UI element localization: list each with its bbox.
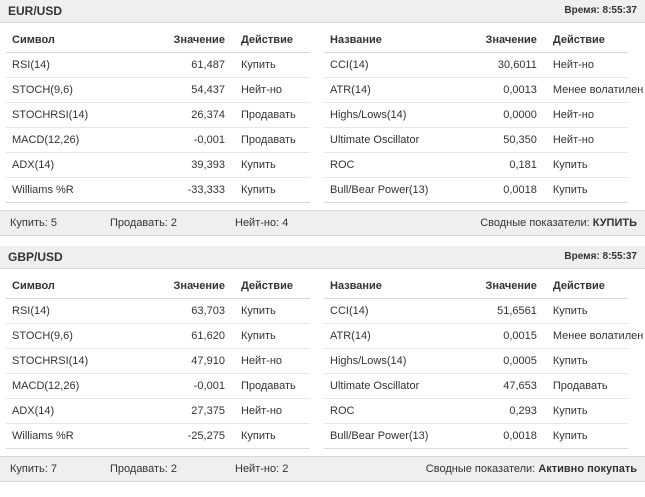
indicator-name: Williams %R (6, 178, 149, 203)
table-row (324, 153, 628, 178)
indicator-action: Продавать (231, 128, 310, 153)
table-row (324, 424, 628, 449)
table-header-row (324, 29, 628, 53)
summary-total-value: КУПИТЬ (592, 217, 637, 229)
indicator-name: Highs/Lows(14) (324, 349, 458, 374)
indicator-name: STOCH(9,6) (6, 324, 149, 349)
summary-total-label: Сводные показатели: (425, 463, 536, 475)
indicator-value: 0,293 (458, 399, 543, 424)
indicator-name: RSI(14) (6, 299, 149, 324)
indicator-value: 63,703 (149, 299, 231, 324)
right-table-wrap (324, 29, 644, 203)
indicator-value: 30,6011 (458, 53, 543, 78)
summary-buy-count: Купить: 5 (10, 217, 58, 229)
indicator-value: 47,653 (458, 374, 543, 399)
indicator-action: Купить (231, 424, 310, 449)
indicator-value: 50,350 (458, 128, 543, 153)
indicator-name: Bull/Bear Power(13) (324, 424, 458, 449)
table-row (6, 128, 310, 153)
col-header-value: Значение (458, 275, 543, 299)
indicator-name: ADX(14) (6, 399, 149, 424)
indicator-action: Купить (231, 178, 310, 203)
col-header-value: Значение (149, 275, 231, 299)
indicator-value: 26,374 (149, 103, 231, 128)
col-header-symbol: Символ (6, 29, 149, 53)
tables-container (0, 23, 645, 203)
indicator-action: Нейт-но (543, 128, 628, 153)
table-row (6, 349, 310, 374)
time-label: Время: 8:55:37 (564, 5, 637, 16)
summary-sell-count: Продавать: 2 (110, 463, 178, 475)
table-header-row (324, 275, 628, 299)
indicator-action: Купить (231, 53, 310, 78)
table-row (6, 53, 310, 78)
indicator-action: Нейт-но (231, 78, 310, 103)
indicator-name: Williams %R (6, 424, 149, 449)
table-row (6, 178, 310, 203)
summary-total (426, 463, 637, 475)
indicator-name: ATR(14) (324, 78, 458, 103)
indicator-value: 0,0013 (458, 78, 543, 103)
indicator-value: -33,333 (149, 178, 231, 203)
indicator-value: 51,6561 (458, 299, 543, 324)
indicator-name: MACD(12,26) (6, 128, 149, 153)
indicator-action: Нейт-но (543, 53, 628, 78)
table-row (6, 299, 310, 324)
table-row (6, 374, 310, 399)
col-header-action: Действие (231, 275, 310, 299)
table-row (324, 103, 628, 128)
indicator-action: Купить (543, 399, 628, 424)
summary-neutral-count: Нейт-но: 4 (235, 217, 289, 229)
indicator-action: Купить (543, 424, 628, 449)
indicator-value: 0,0018 (458, 178, 543, 203)
indicator-name: RSI(14) (6, 53, 149, 78)
tables-container (0, 269, 645, 449)
panel-eurusd (0, 0, 645, 236)
panel-divider (0, 236, 645, 246)
table-row (324, 374, 628, 399)
indicator-value: 0,181 (458, 153, 543, 178)
right-table-wrap (324, 275, 644, 449)
indicator-name: ROC (324, 153, 458, 178)
col-header-symbol: Символ (6, 275, 149, 299)
indicator-value: -0,001 (149, 128, 231, 153)
summary-total (480, 217, 637, 229)
table-row (324, 128, 628, 153)
time-label: Время: 8:55:37 (564, 251, 637, 262)
col-header-action: Действие (543, 275, 628, 299)
indicator-action: Продавать (231, 103, 310, 128)
indicator-action: Нейт-но (231, 349, 310, 374)
col-header-action: Действие (231, 29, 310, 53)
summary-sell-count: Продавать: 2 (110, 217, 178, 229)
summary-neutral-count: Нейт-но: 2 (235, 463, 289, 475)
summary-total-label: Сводные показатели: (480, 217, 590, 229)
table-row (324, 53, 628, 78)
oscillators-table (324, 275, 644, 449)
indicator-action: Купить (543, 153, 628, 178)
table-header-row (6, 275, 310, 299)
indicator-name: ADX(14) (6, 153, 149, 178)
indicator-value: 27,375 (149, 399, 231, 424)
indicator-action: Менее волатилен (543, 324, 628, 349)
col-header-action: Действие (543, 29, 628, 53)
col-header-name: Название (324, 29, 458, 53)
indicator-action: Купить (543, 299, 628, 324)
indicator-name: STOCHRSI(14) (6, 103, 149, 128)
indicator-value: 0,0005 (458, 349, 543, 374)
indicator-value: 0,0018 (458, 424, 543, 449)
indicator-name: MACD(12,26) (6, 374, 149, 399)
indicator-value: 0,0000 (458, 103, 543, 128)
panel-header (0, 246, 645, 269)
indicator-action: Менее волатилен (543, 78, 628, 103)
indicator-name: STOCHRSI(14) (6, 349, 149, 374)
col-header-value: Значение (458, 29, 543, 53)
table-row (6, 78, 310, 103)
indicator-value: -25,275 (149, 424, 231, 449)
table-row (6, 324, 310, 349)
technical-indicators-table (6, 275, 310, 449)
indicator-name: CCI(14) (324, 53, 458, 78)
table-row (6, 153, 310, 178)
indicator-value: 61,487 (149, 53, 231, 78)
oscillators-table (324, 29, 644, 203)
page-title: GBP/USD (8, 250, 63, 264)
indicator-name: ATR(14) (324, 324, 458, 349)
page-title: EUR/USD (8, 4, 63, 18)
panel-gbpusd (0, 246, 645, 482)
indicator-action: Купить (543, 349, 628, 374)
indicator-action: Нейт-но (543, 103, 628, 128)
panel-header (0, 0, 645, 23)
indicator-name: ROC (324, 399, 458, 424)
indicator-value: 61,620 (149, 324, 231, 349)
indicator-action: Купить (231, 153, 310, 178)
col-header-name: Название (324, 275, 458, 299)
indicator-value: 54,437 (149, 78, 231, 103)
left-table-wrap (6, 275, 310, 449)
summary-bar (0, 456, 645, 482)
indicator-value: 0,0015 (458, 324, 543, 349)
indicator-name: Ultimate Oscillator (324, 128, 458, 153)
table-row (324, 299, 628, 324)
indicator-value: 39,393 (149, 153, 231, 178)
indicator-action: Продавать (231, 374, 310, 399)
summary-total-value: Активно покупать (538, 463, 637, 475)
indicator-value: 47,910 (149, 349, 231, 374)
indicator-value: -0,001 (149, 374, 231, 399)
indicator-name: Highs/Lows(14) (324, 103, 458, 128)
table-header-row (6, 29, 310, 53)
indicator-action: Купить (231, 324, 310, 349)
technical-indicators-table (6, 29, 310, 203)
col-header-value: Значение (149, 29, 231, 53)
table-row (6, 103, 310, 128)
indicator-action: Купить (543, 178, 628, 203)
indicator-name: STOCH(9,6) (6, 78, 149, 103)
table-row (324, 78, 628, 103)
indicator-action: Нейт-но (231, 399, 310, 424)
table-row (324, 399, 628, 424)
indicator-action: Купить (231, 299, 310, 324)
indicator-name: CCI(14) (324, 299, 458, 324)
table-row (6, 399, 310, 424)
summary-bar (0, 210, 645, 236)
table-row (324, 349, 628, 374)
indicator-name: Bull/Bear Power(13) (324, 178, 458, 203)
left-table-wrap (6, 29, 310, 203)
table-row (324, 324, 628, 349)
indicator-name: Ultimate Oscillator (324, 374, 458, 399)
table-row (6, 424, 310, 449)
indicator-action: Продавать (543, 374, 628, 399)
summary-buy-count: Купить: 7 (10, 463, 58, 475)
table-row (324, 178, 628, 203)
